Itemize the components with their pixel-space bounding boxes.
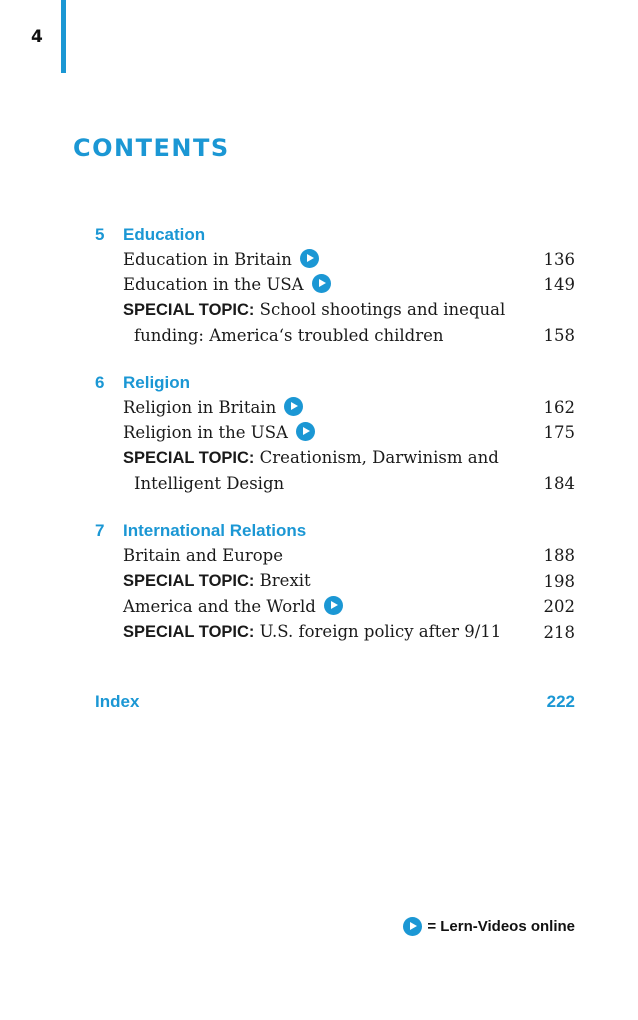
index-label: Index (95, 692, 140, 711)
play-circle-icon (284, 397, 303, 416)
chapter-title: Religion (123, 373, 191, 392)
play-circle-icon (324, 596, 343, 615)
chapter-title: Education (123, 225, 206, 244)
entry-title-continued: Intelligent Design (134, 474, 285, 493)
chapter-number: 7 (95, 521, 105, 540)
toc-entry[interactable] (95, 395, 575, 420)
entry-page: 158 (543, 326, 575, 345)
entry-title: Brexit (254, 571, 311, 590)
index-page: 222 (546, 692, 575, 711)
toc-entry[interactable] (95, 247, 575, 272)
special-topic-label: SPECIAL TOPIC: (123, 301, 255, 319)
entry-title: Religion in the USA (123, 423, 288, 442)
entry-page: 202 (543, 597, 575, 616)
toc-entry[interactable] (95, 272, 575, 297)
chapter-education (95, 222, 575, 348)
toc-entry[interactable] (95, 420, 575, 445)
special-topic-label: SPECIAL TOPIC: (123, 623, 255, 641)
entry-title: School shootings and inequal (254, 300, 506, 319)
toc-entry-special-topic[interactable] (95, 619, 575, 645)
entry-title: U.S. foreign policy after 9/11 (254, 622, 502, 641)
page-margin-rule (61, 0, 66, 73)
entry-page: 198 (543, 572, 575, 591)
entry-page: 175 (543, 423, 575, 442)
entry-page: 184 (543, 474, 575, 493)
entry-page: 218 (543, 623, 575, 642)
video-legend (403, 917, 575, 936)
index-entry[interactable] (95, 692, 575, 712)
table-of-contents (95, 222, 575, 667)
toc-entry-special-topic[interactable] (95, 568, 575, 594)
play-circle-icon (296, 422, 315, 441)
chapter-title: International Relations (123, 521, 307, 540)
toc-entry-special-topic[interactable] (95, 297, 575, 348)
entry-title: America and the World (123, 597, 316, 616)
chapter-heading[interactable] (95, 370, 575, 395)
page-number: 4 (31, 27, 43, 47)
play-circle-icon (312, 274, 331, 293)
entry-page: 136 (543, 250, 575, 269)
chapter-number: 5 (95, 225, 105, 244)
entry-page: 188 (543, 546, 575, 565)
toc-entry[interactable] (95, 543, 575, 568)
special-topic-label: SPECIAL TOPIC: (123, 572, 255, 590)
chapter-heading[interactable] (95, 518, 575, 543)
legend-text: = Lern-Videos online (427, 918, 575, 935)
chapter-international-relations (95, 518, 575, 645)
entry-page: 162 (543, 398, 575, 417)
entry-title: Education in Britain (123, 250, 292, 269)
toc-entry[interactable] (95, 594, 575, 619)
page-title: CONTENTS (73, 134, 230, 162)
chapter-religion (95, 370, 575, 496)
entry-title: Creationism, Darwinism and (254, 448, 499, 467)
play-circle-icon (403, 917, 422, 936)
entry-title: Britain and Europe (123, 546, 283, 565)
special-topic-label: SPECIAL TOPIC: (123, 449, 255, 467)
entry-title-continued: funding: America‘s troubled children (134, 326, 444, 345)
toc-entry-special-topic[interactable] (95, 445, 575, 496)
chapter-number: 6 (95, 373, 105, 392)
entry-title: Education in the USA (123, 275, 304, 294)
entry-title: Religion in Britain (123, 398, 277, 417)
chapter-heading[interactable] (95, 222, 575, 247)
entry-page: 149 (543, 275, 575, 294)
play-circle-icon (300, 249, 319, 268)
